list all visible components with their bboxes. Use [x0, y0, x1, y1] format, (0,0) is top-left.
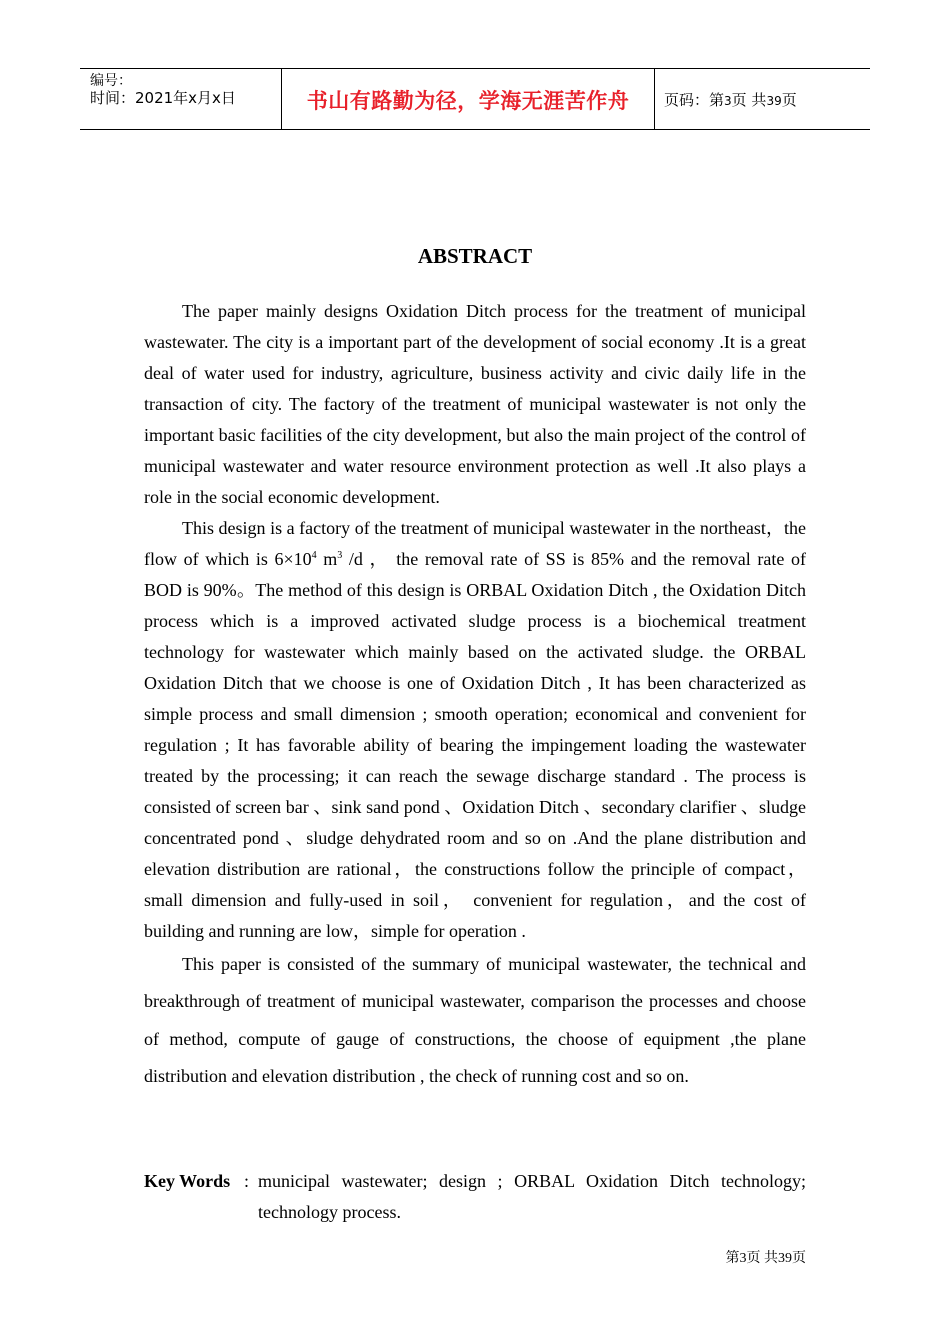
footer-current: 3 [739, 1251, 747, 1266]
header-meta-cell [80, 69, 282, 129]
abstract-body [144, 296, 806, 1095]
header-motto: 书山有路勤为径，学海无涯苦作舟 [306, 89, 630, 113]
exponent-4: 4 [311, 550, 317, 561]
paragraph-3: This paper is consisted of the summary of municipal wastewater, the technical and breakthrough of treatment of municipal wastewater, comparison the processes and choose of method, compute of gauge of constructions, the choose of equipment ,the plane distribution and elevation distribution , the check of running cost and so on. [144, 954, 806, 1086]
time-label: 时间：2021年x月x日 [90, 89, 236, 107]
footer-suffix: 页 [792, 1251, 806, 1266]
header-page-suffix: 页 [781, 91, 797, 109]
serial-label: 编号： [90, 73, 132, 89]
paragraph-2 [144, 513, 806, 947]
keywords-block [144, 1166, 806, 1228]
abstract-title: ABSTRACT [417, 244, 533, 268]
exponent-3: 3 [337, 550, 343, 561]
header-page-number [664, 89, 797, 110]
header-page-prefix: 页码：第 [664, 91, 725, 109]
paragraph-2-part-c: /d ， the removal rate of SS is 85% and the removal rate of BOD is 90%。The method of this design is ORBAL Oxidation Ditch , the Oxidation Ditch process which is a improved activated sludge process is a biochemical treatment technology for wastewater which mainly based on the activated sludge. the ORBAL Oxidation Ditch that we choose is one of Oxidation Ditch , It has been characterized as simple process and small dimension ; smooth operation; economical and convenient for regulation ; It has favorable ability of bearing the impingement loading the wastewater treated by the processing; it can reach the sewage discharge standard . The process is consisted of screen bar 、sink sand pond 、Oxidation Ditch 、secondary clarifier 、sludge concentrated pond 、sludge dehydrated room and so on .And the plane distribution and elevation distribution are rational，the constructions follow the principle of compact， small dimension and fully-used in soil， convenient for regulation，and the cost of building and running are low，simple for operation . [144, 549, 806, 941]
paragraph-2-part-b: m [316, 549, 338, 569]
keywords-colon: : [244, 1171, 250, 1191]
page-header [80, 68, 870, 130]
header-page-total: 39 [766, 94, 782, 108]
footer-prefix: 第 [725, 1251, 740, 1266]
keywords-text: municipal wastewater; design ; ORBAL Oxidation Ditch technology; technology process. [258, 1171, 806, 1222]
footer-total: 39 [778, 1251, 792, 1266]
header-page-mid: 页 共 [731, 91, 767, 109]
page-footer [726, 1247, 807, 1267]
paragraph-1: The paper mainly designs Oxidation Ditch process for the treatment of municipal wastewater. The city is a important part of the development of social economy .It is a great deal of water used for industry, agriculture, business activity and civic daily life in the transaction of city. The factory of the treatment of municipal wastewater is not only the important basic facilities of the city development, but also the main project of the control of municipal wastewater and water resource environment protection as well .It also plays a role in the social economic development. [144, 301, 806, 507]
footer-mid: 页 共 [746, 1251, 778, 1266]
keywords-label: Key Words [144, 1171, 231, 1191]
header-page-cell [655, 69, 870, 129]
header-motto-cell [282, 69, 655, 129]
paragraph-2-part-a: This design is a factory of the treatment of municipal wastewater in the northeast，the flow of which is 6×10 [144, 518, 806, 569]
header-page-current: 3 [724, 94, 732, 108]
